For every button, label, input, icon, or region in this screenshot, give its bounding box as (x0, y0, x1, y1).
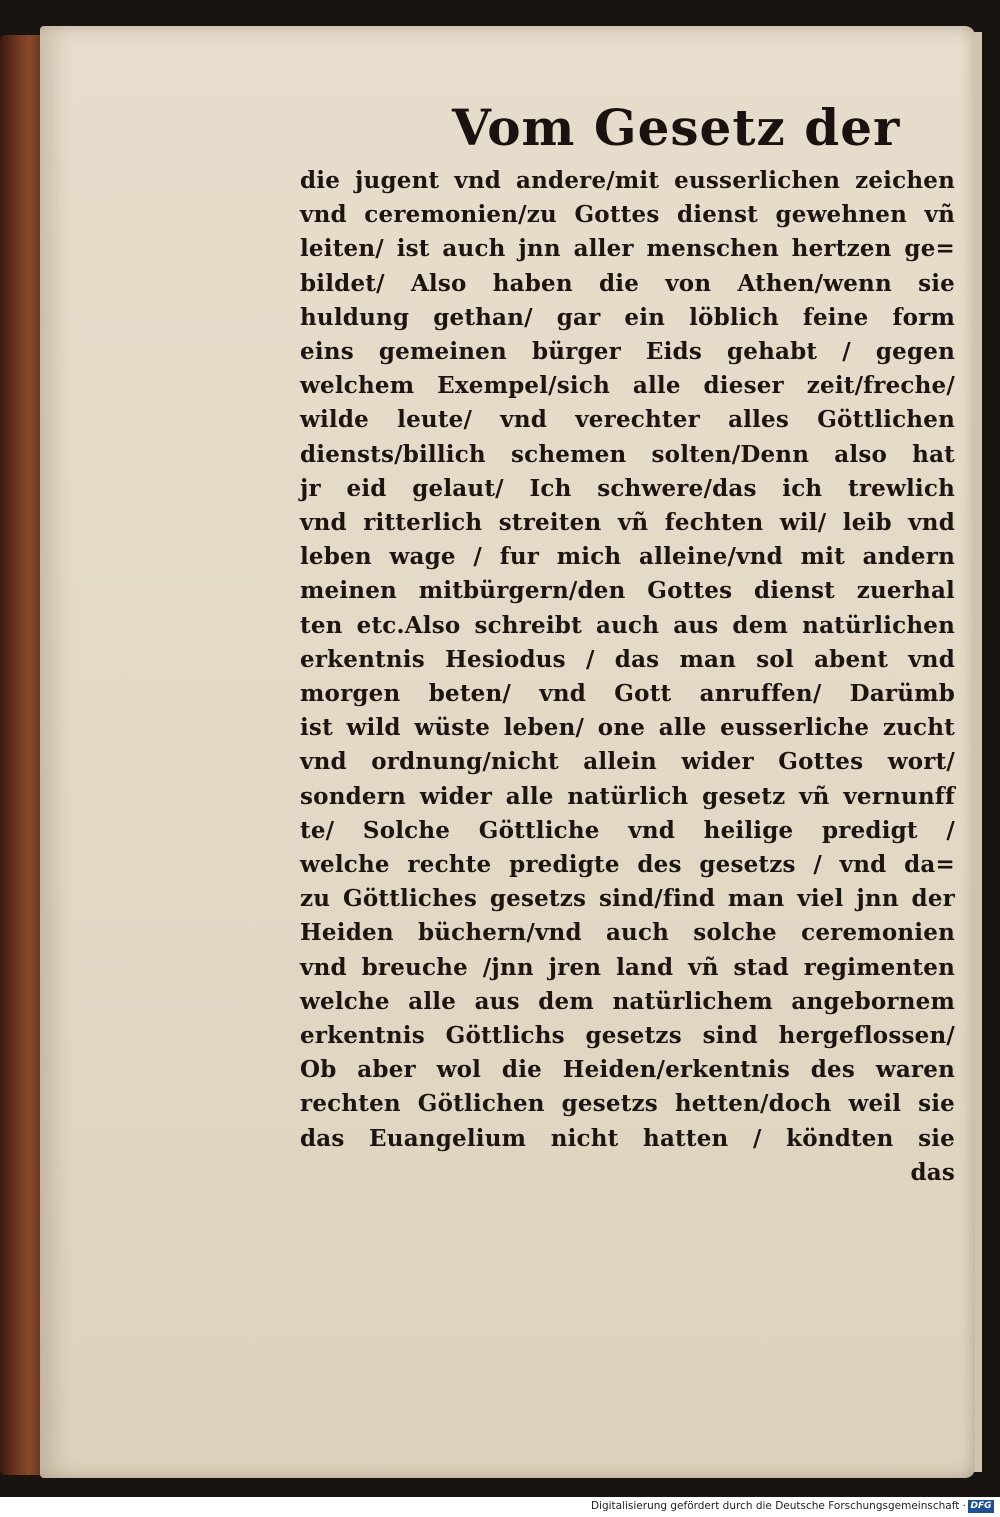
text-line: sondern wider alle natürlich gesetz vñ vernunff (300, 782, 955, 810)
text-line: meinen mitbürgern/den Gottes dienst zuerhal (300, 577, 955, 605)
text-line: rechten Götlichen gesetzs hetten/doch weil sie (300, 1090, 955, 1118)
text-line: te/ Solche Göttliche vnd heilige predigt / (300, 816, 955, 844)
text-line: das Euangelium nicht hatten / köndten sie (300, 1124, 955, 1152)
text-line: leben wage / fur mich alleine/vnd mit andern (300, 543, 955, 571)
text-line: leiten/ ist auch jnn aller menschen hertzen ge= (300, 235, 955, 263)
text-line: zu Göttliches gesetzs sind/find man viel jnn der (300, 885, 955, 913)
text-line: vnd ceremonien/zu Gottes dienst gewehnen vñ (300, 201, 955, 229)
text-line: erkentnis Hesiodus / das man sol abent vnd (300, 645, 955, 673)
dfg-logo: DFG (968, 1500, 994, 1513)
text-line: erkentnis Göttlichs gesetzs sind hergeflossen/ (300, 1022, 955, 1049)
text-line: die jugent vnd andere/mit eusserlichen zeichen (300, 167, 955, 194)
text-line: ist wild wüste leben/ one alle eusserliche zucht (300, 714, 955, 742)
text-line: vnd breuche /jnn jren land vñ stad regimenten (300, 953, 955, 981)
text-line: Heiden büchern/vnd auch solche ceremonien (300, 919, 955, 947)
text-line: ten etc.Also schreibt auch aus dem natürlichen (300, 611, 955, 639)
text-line: welche rechte predigte des gesetzs / vnd da= (300, 851, 955, 878)
text-line: wilde leute/ vnd verechter alles Göttlichen (300, 406, 955, 434)
text-line: bildet/ Also haben die von Athen/wenn sie (300, 269, 955, 297)
text-line: vnd ritterlich streiten vñ fechten wil/ leib vnd (300, 509, 955, 536)
text-line: morgen beten/ vnd Gott anruffen/ Darümb (300, 680, 955, 707)
catchword: das (910, 1158, 955, 1186)
text-line: welche alle aus dem natürlichem angebornem (300, 987, 955, 1015)
text-line: vnd ordnung/nicht allein wider Gottes wort/ (300, 748, 955, 776)
text-line: jr eid gelaut/ Ich schwere/das ich trewlich (300, 474, 955, 502)
text-line: Ob aber wol die Heiden/erkentnis des waren (300, 1056, 955, 1084)
funding-credit: Digitalisierung gefördert durch die Deutsche Forschungsgemeinschaft · (590, 1500, 966, 1512)
text-line: eins gemeinen bürger Eids gehabt / gegen (300, 338, 955, 365)
running-head: Vom Gesetz der (452, 98, 901, 157)
footer-bar (0, 1497, 1000, 1517)
text-line: huldung gethan/ gar ein löblich feine form (300, 303, 955, 331)
text-line: welchem Exempel/sich alle dieser zeit/freche/ (300, 372, 955, 400)
text-line: diensts/billich schemen solten/Denn also hat (300, 440, 955, 468)
